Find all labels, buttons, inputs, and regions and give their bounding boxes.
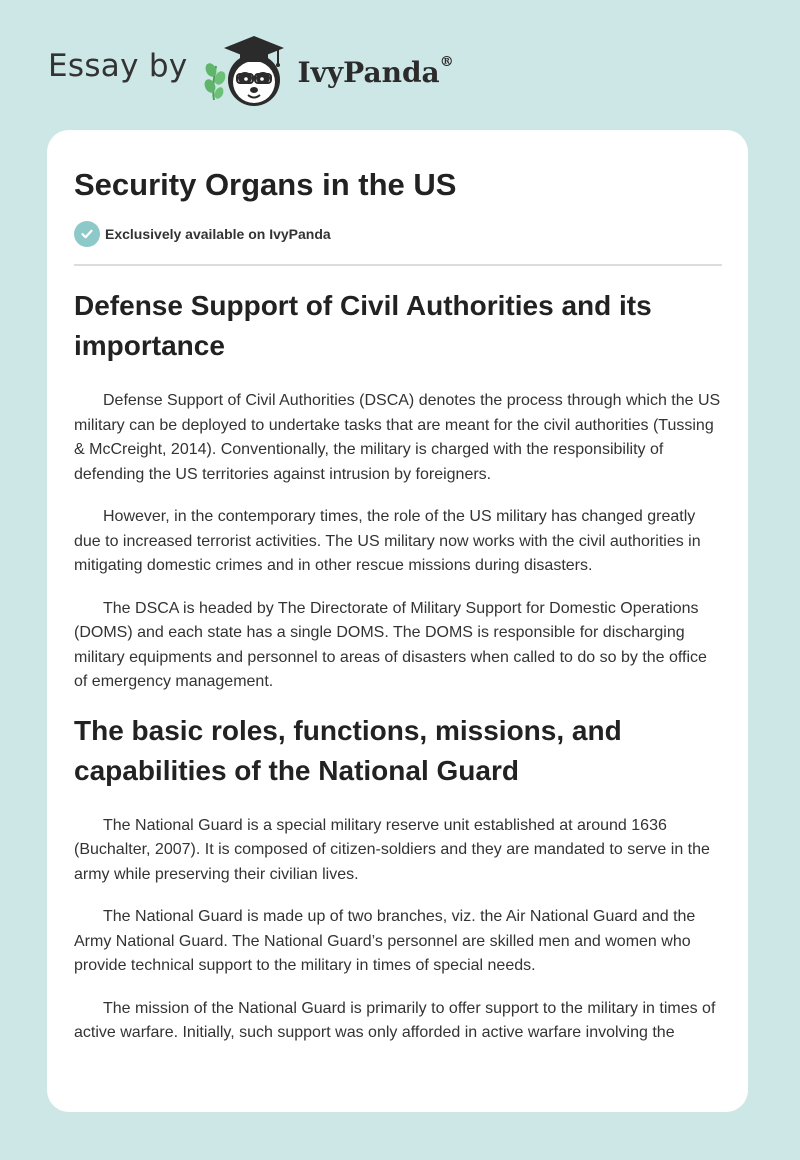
brand-prefix: Essay by (48, 48, 188, 84)
brand-header (48, 30, 454, 110)
ivypanda-logo-icon (204, 30, 296, 110)
paragraph: However, in the contemporary times, the role of the US military has changed greatly due to increased terrorist activities. The US military now works with the civil authorities in mitigating domestic crimes and in other rescue missions during disasters. (74, 508, 701, 574)
paragraph: The National Guard is a special military reserve unit established at around 1636 (Buchalter, 2007). It is composed of citizen-soldiers and they are mandated to serve in the army while preserving their civilian lives. (74, 816, 710, 883)
check-icon (74, 221, 100, 247)
paragraph: The mission of the National Guard is primarily to offer support to the military in times of active warfare. Initially, such support was only afforded in active warfare involving the (74, 999, 716, 1041)
divider (74, 264, 722, 266)
paragraph: The DSCA is headed by The Directorate of Military Support for Domestic Operations (DOMS) and each state has a single DOMS. The DOMS is responsible for discharging military equipments and personnel to areas of disasters when called to do so by the office of emergency management. (74, 599, 707, 690)
brand-name: IvyPanda® (297, 53, 454, 89)
page-title: Security Organs in the US (74, 167, 457, 202)
exclusive-badge (74, 221, 722, 247)
section-heading: Defense Support of Civil Authorities and its importance (74, 290, 652, 361)
essay-card (47, 130, 748, 1112)
registered-mark: ® (439, 53, 454, 70)
section-heading: The basic roles, functions, missions, and capabilities of the National Guard (74, 714, 622, 786)
exclusive-label: Exclusively available on IvyPanda (105, 226, 331, 242)
paragraph: Defense Support of Civil Authorities (DSCA) denotes the process through which the US military can be deployed to undertake tasks that are meant for the civil authorities (Tussing & McCreight, 2014). Conventionally, the military is charged with the responsibility of defending the US territories against intrusion by foreigners. (74, 392, 721, 483)
paragraph: The National Guard is made up of two branches, viz. the Air National Guard and the Army National Guard. The National Guard’s personnel are skilled men and women who provide technical support to the military in times of special needs. (74, 908, 696, 974)
